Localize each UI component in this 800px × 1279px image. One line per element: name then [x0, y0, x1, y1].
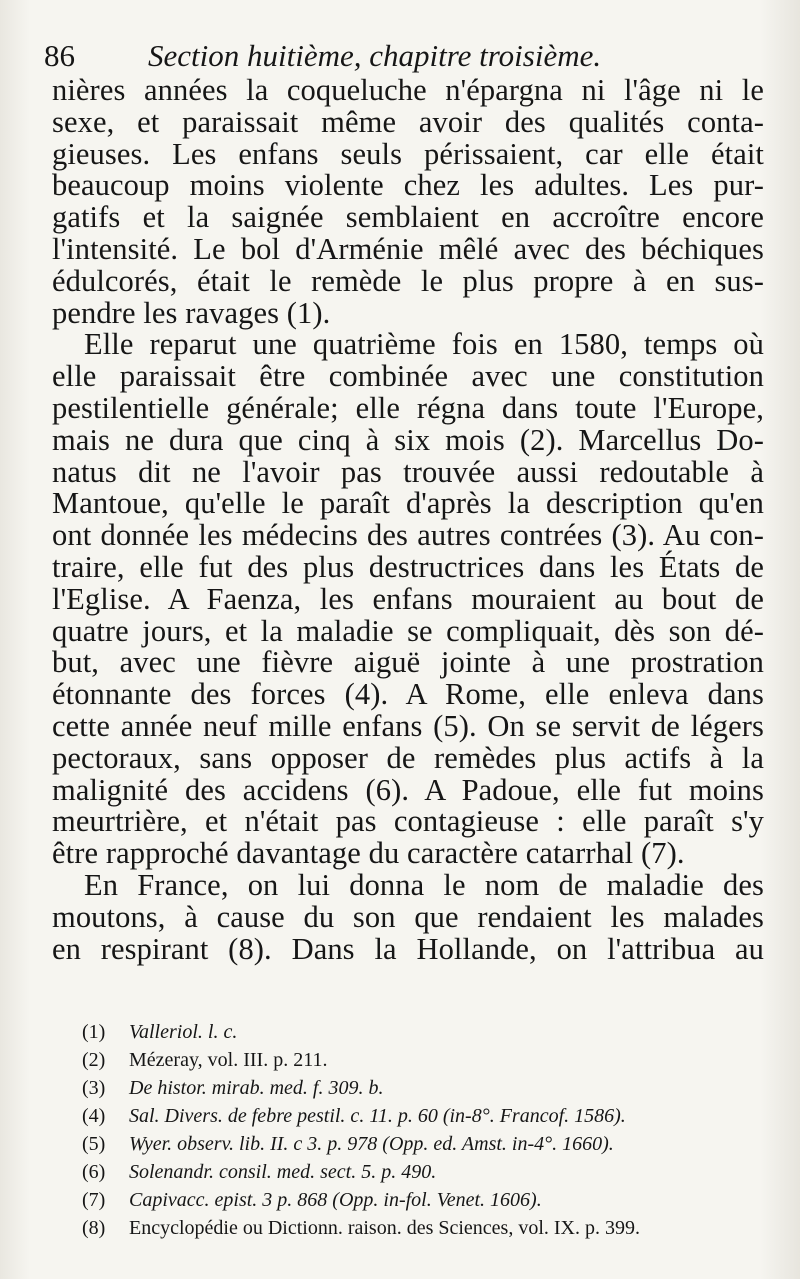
body-line: pendre les ravages (1). [52, 295, 331, 330]
footnote [82, 1018, 772, 1046]
footnote-text: Solenandr. consil. med. sect. 5. p. 490. [129, 1161, 437, 1183]
footnote [82, 1102, 772, 1130]
footnote-text: Valleriol. l. c. [129, 1021, 238, 1043]
body-line: pectoraux, sans opposer de remèdes plus actifs à la [52, 740, 764, 775]
footnote-number: (8) [82, 1217, 106, 1239]
body-line: sexe, et paraissait même avoir des qualités conta- [52, 104, 764, 139]
body-line: édulcorés, était le remède le plus propre à en sus- [52, 263, 764, 298]
body-line: but, avec une fièvre aiguë jointe à une prostration [52, 645, 764, 680]
footnote-number: (2) [82, 1049, 106, 1071]
body-line: traire, elle fut des plus destructrices dans les États de [52, 549, 764, 584]
body-line: malignité des accidens (6). A Padoue, elle fut moins [52, 772, 764, 807]
footnotes [82, 1018, 772, 1242]
footnote-text: De histor. mirab. med. f. 309. b. [129, 1077, 384, 1099]
body-line: l'Eglise. A Faenza, les enfans mouraient au bout de [52, 581, 764, 616]
body-line: mais ne dura que cinq à six mois (2). Marcellus Do- [52, 422, 764, 457]
section-title: Section huitième, chapitre troisième. [148, 38, 602, 73]
footnote-text: Sal. Divers. de febre pestil. c. 11. p. 60 (in-8°. Francof. 1586). [129, 1105, 626, 1127]
paragraph-first-line: En France, on lui donna le nom de maladie des [84, 867, 764, 902]
footnote-text: Encyclopédie ou Dictionn. raison. des Sciences, vol. IX. p. 399. [129, 1217, 640, 1239]
footnote [82, 1214, 772, 1242]
body-line: beaucoup moins violente chez les adultes. Les pur- [52, 168, 764, 203]
body-line: Mantoue, qu'elle le paraît d'après la description qu'en [52, 486, 764, 521]
body-line: ont donnée les médecins des autres contrées (3). Au con- [52, 518, 764, 553]
body-line: cette année neuf mille enfans (5). On se servit de légers [52, 708, 764, 743]
footnote-number: (6) [82, 1161, 106, 1183]
footnote [82, 1074, 772, 1102]
footnote-number: (4) [82, 1105, 106, 1127]
body-line: natus dit ne l'avoir pas trouvée aussi redoutable à [52, 454, 764, 489]
footnote-number: (5) [82, 1133, 106, 1155]
footnote [82, 1046, 772, 1074]
body-line: elle paraissait être combinée avec une constitution [52, 359, 764, 394]
body-line: meurtrière, et n'était pas contagieuse : elle paraît s'y [52, 804, 764, 839]
body-line: pestilentielle générale; elle régna dans toute l'Europe, [52, 390, 764, 425]
body-line: gatifs et la saignée semblaient en accroître encore [52, 200, 764, 235]
body-line: gieuses. Les enfans seuls périssaient, car elle était [52, 136, 764, 171]
footnote [82, 1186, 772, 1214]
body-line: étonnante des forces (4). A Rome, elle enleva dans [52, 677, 764, 712]
footnote-number: (3) [82, 1077, 106, 1099]
body-line: être rapproché davantage du caractère catarrhal (7). [52, 836, 685, 871]
body-line: nières années la coqueluche n'épargna ni l'âge ni le [52, 73, 764, 107]
running-head [44, 36, 764, 76]
page-number: 86 [44, 38, 75, 73]
footnote-number: (1) [82, 1021, 106, 1043]
footnote-number: (7) [82, 1189, 106, 1211]
footnote-text: Capivacc. epist. 3 p. 868 (Opp. in-fol. Venet. 1606). [129, 1189, 542, 1211]
footnote [82, 1158, 772, 1186]
body-line: moutons, à cause du son que rendaient les malades [52, 899, 764, 934]
body-text [52, 75, 764, 965]
footnote [82, 1130, 772, 1158]
footnote-text: Wyer. observ. lib. II. c 3. p. 978 (Opp. ed. Amst. in-4°. 1660). [129, 1133, 614, 1155]
body-line: en respirant (8). Dans la Hollande, on l'attribua au [52, 931, 764, 966]
body-line: quatre jours, et la maladie se compliquait, dès son dé- [52, 613, 764, 648]
body-line: l'intensité. Le bol d'Arménie mêlé avec des béchiques [52, 231, 764, 266]
footnote-text: Mézeray, vol. III. p. 211. [129, 1049, 328, 1071]
paragraph-first-line: Elle reparut une quatrième fois en 1580, temps où [84, 327, 764, 362]
